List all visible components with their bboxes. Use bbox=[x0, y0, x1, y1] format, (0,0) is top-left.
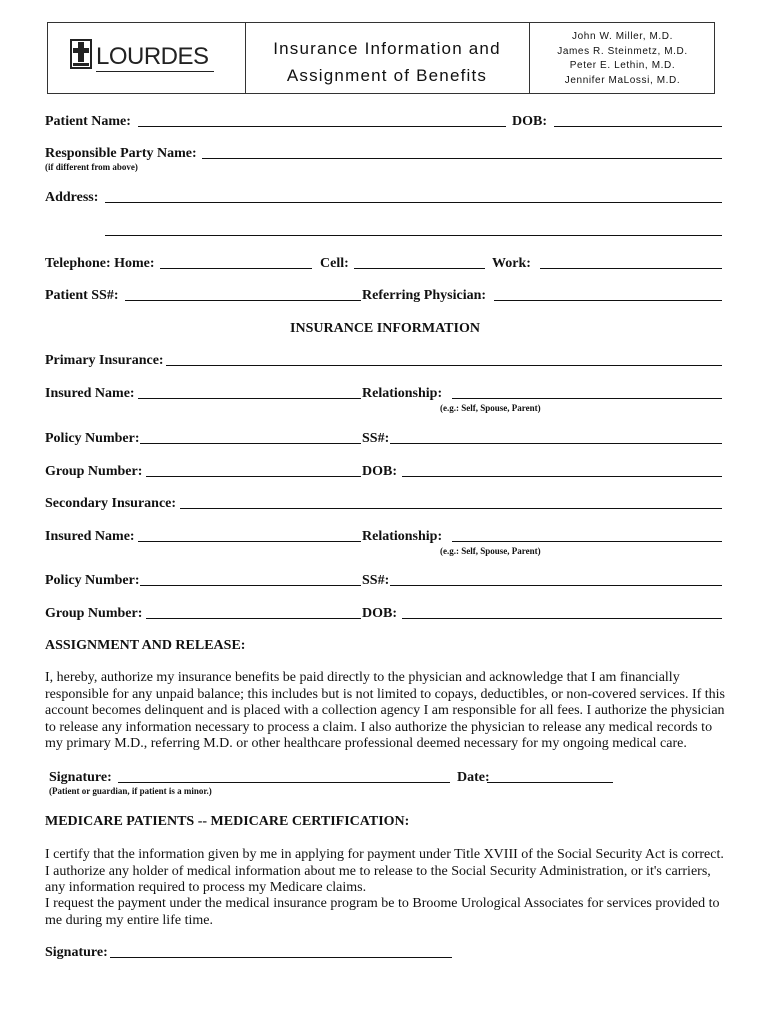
secondary-insured-name-field[interactable] bbox=[138, 541, 361, 542]
address-field-line-2[interactable] bbox=[105, 235, 722, 236]
secondary-ss-field[interactable] bbox=[390, 585, 722, 586]
relationship-label: Relationship: bbox=[362, 529, 443, 544]
ss-label: SS#: bbox=[362, 573, 390, 588]
referring-physician-field[interactable] bbox=[494, 300, 722, 301]
patient-ss-label: Patient SS#: bbox=[45, 288, 119, 303]
dob-field[interactable] bbox=[554, 126, 722, 127]
insurance-heading: INSURANCE INFORMATION bbox=[290, 321, 480, 336]
medicare-signature-label: Signature: bbox=[45, 945, 108, 960]
responsible-party-note: (if different from above) bbox=[45, 162, 138, 172]
secondary-insurance-label: Secondary Insurance: bbox=[45, 496, 177, 511]
insured-dob-label: DOB: bbox=[362, 606, 397, 621]
policy-number-label: Policy Number: bbox=[45, 431, 140, 446]
insured-dob-field[interactable] bbox=[402, 476, 722, 477]
date-label: Date: bbox=[457, 770, 490, 785]
header-divider bbox=[245, 23, 246, 93]
primary-insurance-field[interactable] bbox=[166, 365, 722, 366]
telephone-home-label: Telephone: Home: bbox=[45, 256, 155, 271]
telephone-home-field[interactable] bbox=[160, 268, 312, 269]
ss-label: SS#: bbox=[362, 431, 390, 446]
doctor-name: Peter E. Lethin, M.D. bbox=[569, 60, 676, 71]
logo-underline bbox=[96, 71, 214, 72]
cell-label: Cell: bbox=[320, 256, 349, 271]
secondary-group-number-field[interactable] bbox=[146, 618, 361, 619]
group-number-field[interactable] bbox=[146, 476, 361, 477]
relationship-note: (e.g.: Self, Spouse, Parent) bbox=[440, 546, 541, 556]
doctor-name: James R. Steinmetz, M.D. bbox=[557, 45, 688, 57]
primary-insurance-label: Primary Insurance: bbox=[45, 353, 164, 368]
title-line-1: Insurance Information and bbox=[273, 39, 501, 58]
work-field[interactable] bbox=[540, 268, 722, 269]
work-label: Work: bbox=[492, 256, 531, 271]
doctor-list bbox=[530, 30, 715, 88]
secondary-policy-number-field[interactable] bbox=[140, 585, 361, 586]
address-label: Address: bbox=[45, 190, 99, 205]
responsible-party-field[interactable] bbox=[202, 158, 722, 159]
patient-ss-field[interactable] bbox=[125, 300, 361, 301]
medicare-signature-field[interactable] bbox=[110, 957, 452, 958]
medicare-heading: MEDICARE PATIENTS -- MEDICARE CERTIFICATION: bbox=[45, 814, 410, 829]
ss-field[interactable] bbox=[390, 443, 722, 444]
referring-physician-label: Referring Physician: bbox=[362, 288, 487, 303]
logo-text: LOURDES bbox=[96, 43, 209, 70]
lourdes-logo bbox=[70, 35, 215, 75]
medicare-paragraph-1: I certify that the information given by me in applying for payment under Title XVIII of the Social Security Act is correct. I authorize any holder of medical information about me to release to the Social Security Administration, or it's carriers, any information required to process my Medicare claims. bbox=[45, 847, 724, 896]
doctor-name: Jennifer MaLossi, M.D. bbox=[564, 74, 681, 86]
group-number-label: Group Number: bbox=[45, 464, 143, 479]
insured-name-label: Insured Name: bbox=[45, 529, 135, 544]
responsible-party-label: Responsible Party Name: bbox=[45, 146, 197, 161]
secondary-insurance-field[interactable] bbox=[180, 508, 722, 509]
group-number-label: Group Number: bbox=[45, 606, 143, 621]
cross-icon bbox=[70, 39, 92, 69]
dob-label: DOB: bbox=[512, 114, 547, 129]
relationship-label: Relationship: bbox=[362, 386, 443, 401]
policy-number-field[interactable] bbox=[140, 443, 361, 444]
insured-name-field[interactable] bbox=[138, 398, 361, 399]
signature-label: Signature: bbox=[49, 770, 112, 785]
title-line-2: Assignment of Benefits bbox=[286, 66, 488, 85]
assignment-heading: ASSIGNMENT AND RELEASE: bbox=[45, 638, 246, 653]
secondary-relationship-field[interactable] bbox=[452, 541, 722, 542]
relationship-field[interactable] bbox=[452, 398, 722, 399]
cell-field[interactable] bbox=[354, 268, 485, 269]
form-title bbox=[248, 35, 526, 89]
address-field-line-1[interactable] bbox=[105, 202, 722, 203]
doctor-name: John W. Miller, M.D. bbox=[572, 31, 673, 42]
insured-name-label: Insured Name: bbox=[45, 386, 135, 401]
insured-dob-label: DOB: bbox=[362, 464, 397, 479]
signature-field[interactable] bbox=[118, 782, 450, 783]
medicare-paragraph-2: I request the payment under the medical insurance program be to Broome Urological Associates for services provided to me during my entire life time. bbox=[45, 896, 720, 928]
assignment-paragraph: I, hereby, authorize my insurance benefits be paid directly to the physician and acknowledge that I am financially responsible for any unpaid balance; this includes but is not limited to copays, deductibles, or non-covered services. If this account becomes delinquent and is placed with a collection agency I am responsible for all fees. I authorize the physician to release any information necessary to process a claim. I also authorize the physician to release any medical records to my primary M.D., referring M.D. or other healthcare professional deemed necessary for my ongoing medical care. bbox=[45, 670, 725, 752]
date-field[interactable] bbox=[487, 782, 613, 783]
policy-number-label: Policy Number: bbox=[45, 573, 140, 588]
signature-note: (Patient or guardian, if patient is a minor.) bbox=[49, 786, 212, 796]
patient-name-field[interactable] bbox=[138, 126, 506, 127]
secondary-insured-dob-field[interactable] bbox=[402, 618, 722, 619]
patient-name-label: Patient Name: bbox=[45, 114, 131, 129]
relationship-note: (e.g.: Self, Spouse, Parent) bbox=[440, 403, 541, 413]
